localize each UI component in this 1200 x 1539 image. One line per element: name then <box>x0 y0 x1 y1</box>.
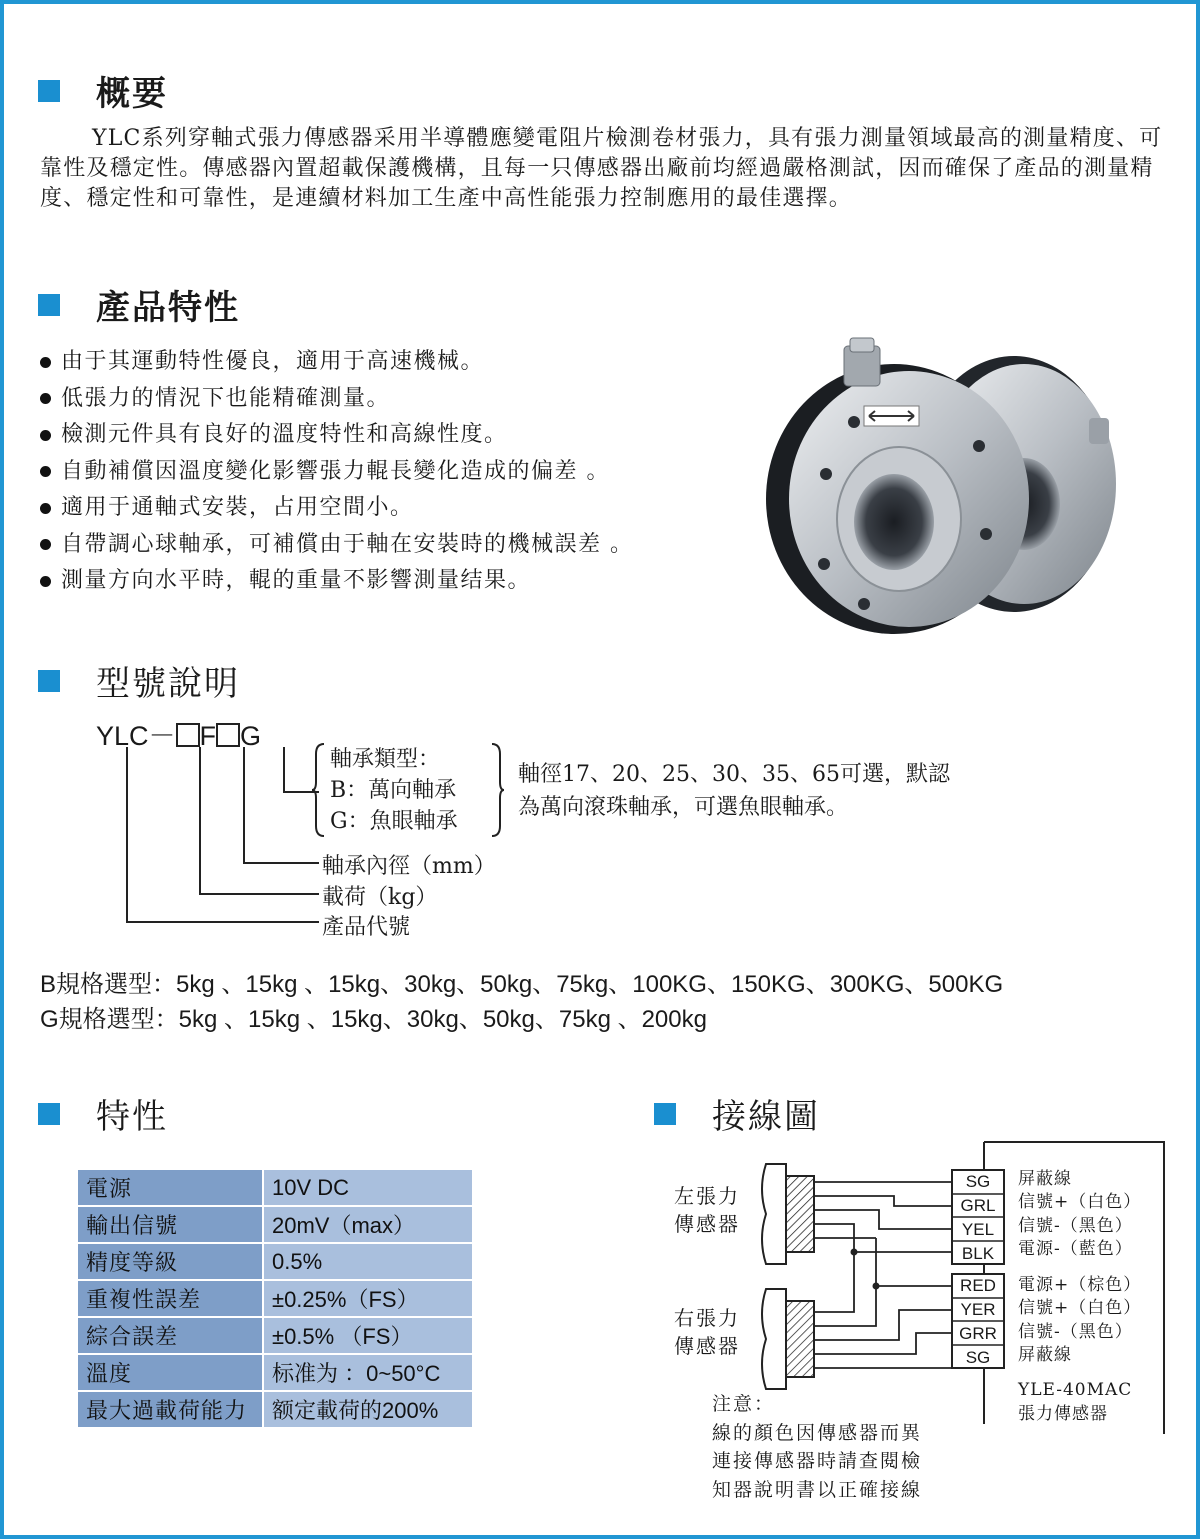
wiring-heading <box>654 1089 820 1138</box>
bearing-note: 軸徑17、20、25、30、35、65可選，默認 為萬向滾珠軸承，可選魚眼軸承。 <box>518 762 950 820</box>
b-spec-line: B規格選型：5kg 、15kg 、15kg、30kg、50kg、75kg、100KG、150KG、300KG、500KG <box>40 971 1004 998</box>
terminal-column-bottom: RED YER GRR SG <box>959 1276 997 1367</box>
bullet-icon <box>40 430 51 441</box>
features-title: 產品特性 <box>96 288 240 328</box>
list-item: 自動補償因溫度變化影響張力輥長變化造成的偏差 。 <box>40 454 634 491</box>
model-code: YLC－ F G <box>96 721 262 751</box>
table-row: 重複性誤差 ±0.25%（FS） <box>77 1280 473 1317</box>
load-label: 載荷（kg） <box>322 885 438 910</box>
bullet-icon <box>40 576 51 587</box>
model-title: 型號說明 <box>96 664 240 704</box>
g-spec-line: G規格選型：5kg 、15kg 、15kg、30kg、50kg、75kg 、200kg <box>40 1006 707 1033</box>
overview-paragraph: YLC系列穿軸式張力傳感器采用半導體應變電阻片檢測卷材張力，具有張力測量領域最高的測量精度、可靠性及穩定性。傳感器內置超載保護機構，且每一只傳感器出廠前均經過嚴格測試，因而確保了產品的測量精度、穩定性和可靠性，是連續材料加工生產中高性能張力控制應用的最佳選擇。 <box>40 126 1163 211</box>
terminal-descriptions-bottom: 電源+（棕色） 信號+（白色） 信號-（黑色） 屏蔽線 <box>1018 1275 1142 1365</box>
model-code-leader-lines <box>114 742 334 932</box>
left-sensor-label: 左張力 傳感器 <box>674 1184 740 1236</box>
product-code-label: 產品代號 <box>322 915 411 940</box>
list-item: 自帶調心球軸承，可補償由于軸在安裝時的機械誤差 。 <box>40 527 634 564</box>
terminal-descriptions-top: 屏蔽線 信號+（白色） 信號-（黑色） 電源-（藍色） <box>1018 1169 1142 1259</box>
section-square-icon <box>38 80 60 102</box>
terminal-column-top: SG GRL YEL BLK <box>960 1172 996 1263</box>
tension-sensor-photo <box>744 334 1124 634</box>
bullet-icon <box>40 466 51 477</box>
right-brace <box>490 742 504 838</box>
right-sensor-label: 右張力 傳感器 <box>674 1306 740 1358</box>
list-item: 檢測元件具有良好的溫度特性和高線性度。 <box>40 417 634 454</box>
bearing-type-block: 軸承類型： B：萬向軸承 G：魚眼軸承 <box>330 747 458 834</box>
overview-title: 概要 <box>96 74 168 114</box>
overview-heading <box>38 66 168 115</box>
wiring-title: 接線圖 <box>712 1097 820 1137</box>
specs-title: 特性 <box>96 1097 168 1137</box>
model-heading <box>38 656 240 705</box>
bullet-icon <box>40 539 51 550</box>
bullet-icon <box>40 357 51 368</box>
spec-table <box>76 1168 474 1429</box>
list-item: 由于其運動特性優良，適用于高速機械。 <box>40 344 634 381</box>
section-square-icon <box>654 1103 676 1125</box>
wiring-note: 注意： 線的顏色因傳感器而異 連接傳感器時請查閱檢 知器說明書以正確接線 <box>712 1393 923 1501</box>
table-row: 最大過載荷能力 额定載荷的200% <box>77 1391 473 1428</box>
table-row: 輸出信號 20mV（max） <box>77 1206 473 1243</box>
table-row: 綜合誤差 ±0.5% （FS） <box>77 1317 473 1354</box>
list-item: 適用于通軸式安裝，占用空間小。 <box>40 490 634 527</box>
specs-heading <box>38 1089 168 1138</box>
inner-diameter-label: 軸承內徑（mm） <box>322 854 496 879</box>
bullet-icon <box>40 503 51 514</box>
features-heading <box>38 280 240 329</box>
section-square-icon <box>38 294 60 316</box>
bullet-icon <box>40 393 51 404</box>
device-label: YLE-40MAC 張力傳感器 <box>1018 1380 1133 1424</box>
feature-list <box>40 344 634 600</box>
section-square-icon <box>38 1103 60 1125</box>
list-item: 低張力的情況下也能精確測量。 <box>40 381 634 418</box>
section-square-icon <box>38 670 60 692</box>
left-brace <box>312 742 326 838</box>
table-row: 精度等級 0.5% <box>77 1243 473 1280</box>
list-item: 測量方向水平時，輥的重量不影響測量结果。 <box>40 563 634 600</box>
table-row: 溫度 标准为 ：0~50°C <box>77 1354 473 1391</box>
table-row: 電源 10V DC <box>77 1169 473 1206</box>
